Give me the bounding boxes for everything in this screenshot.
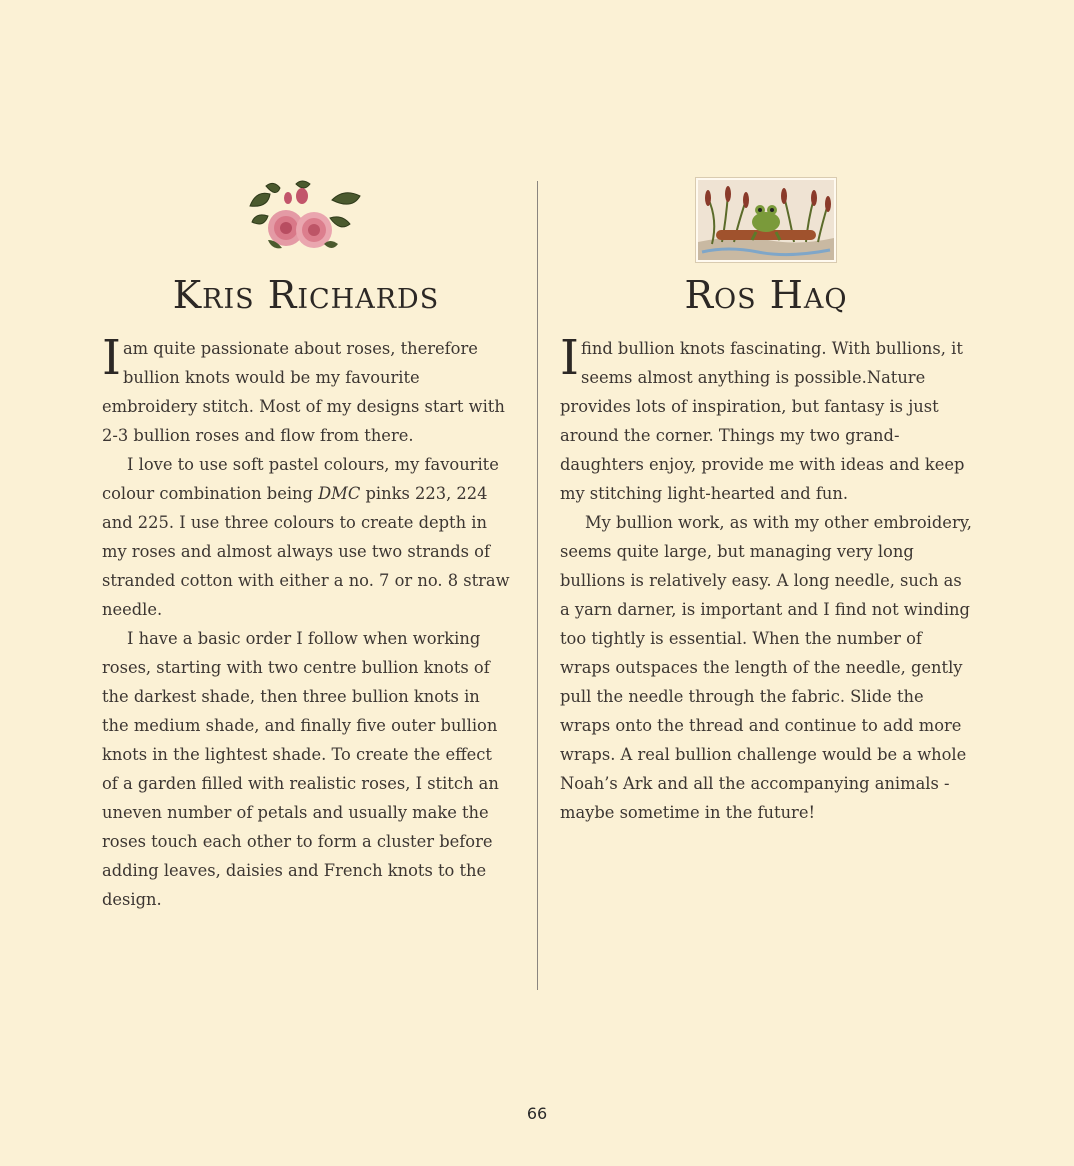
paragraph-text: find bullion knots fascinating. With bullions, it seems almost anything is possible.Nature provides lots of inspiration, but fantasy is just around the corner. Things my two grand-daughters enjoy, provide me with ideas and keep my stitching light-hearted and fun. <box>560 339 965 503</box>
author-name-ros-haq: Ros Haq <box>684 273 848 317</box>
paragraph-text: I love to use soft pastel colours, my favourite colour combination being <box>102 455 499 503</box>
bio-paragraph-2 <box>102 450 510 624</box>
drop-cap: I <box>560 330 579 386</box>
rose-embroidery-image <box>246 178 366 254</box>
brand-name: DMC <box>318 484 361 503</box>
left-column <box>102 178 510 914</box>
bio-paragraph-1 <box>560 330 972 508</box>
paragraph-text: pinks 223, 224 and 225. I use three colours to create depth in my roses and almost always use two strands of stranded cotton with either a no. 7 or no. 8 straw needle. <box>102 484 510 619</box>
rose-illustration-wrap <box>102 178 510 262</box>
bio-paragraph-3: I have a basic order I follow when working roses, starting with two centre bullion knots of the darkest shade, then three bullion knots in the medium shade, and finally five outer bullion knots in the lightest shade. To create the effect of a garden filled with realistic roses, I stitch an uneven number of petals and usually make the roses touch each other to form a cluster before adding leaves, daisies and French knots to the design. <box>102 629 499 909</box>
drop-cap: I <box>102 330 121 386</box>
right-column <box>560 178 972 827</box>
author-name-kris-richards: Kris Richards <box>172 273 440 317</box>
bio-paragraph-2: My bullion work, as with my other embroidery, seems quite large, but managing very long bullions is relatively easy. A long needle, such as a yarn darner, is important and I find not winding too tightly is essential. When the number of wraps outspaces the length of the needle, gently pull the needle through the fabric. Slide the wraps onto the thread and continue to add more wraps. A real bullion challenge would be a whole Noah’s Ark and all the accompanying animals - maybe sometime in the future! <box>560 513 972 822</box>
bio-paragraph-1 <box>102 330 510 450</box>
frog-embroidery-image <box>696 178 836 262</box>
frog-illustration-wrap <box>560 178 972 262</box>
paragraph-text: am quite passionate about roses, therefore bullion knots would be my favourite embroidery stitch. Most of my designs start with 2-3 bullion roses and flow from there. <box>102 339 505 445</box>
page-number: 66 <box>526 1104 548 1123</box>
column-divider <box>537 181 538 990</box>
